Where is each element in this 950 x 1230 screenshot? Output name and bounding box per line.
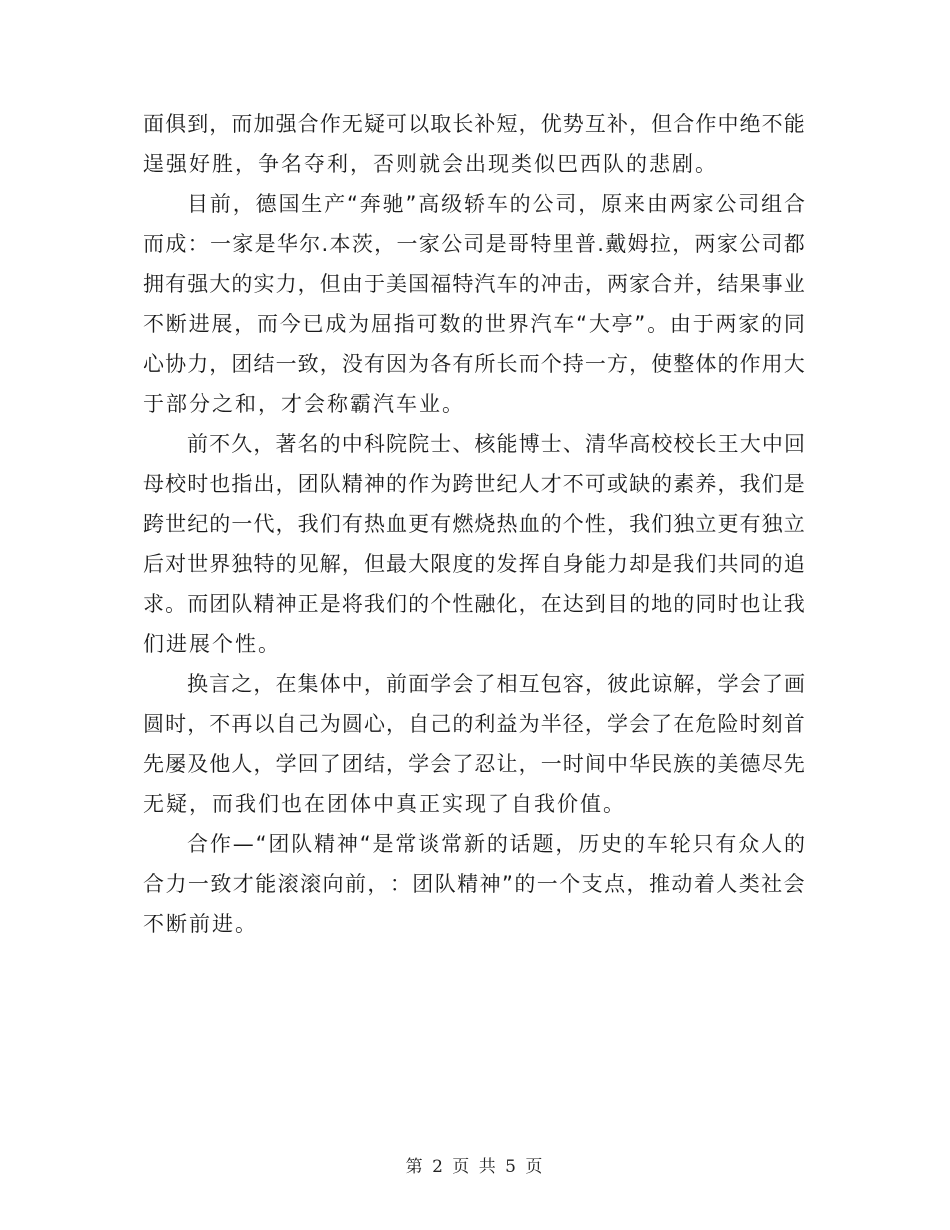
text-line: 目 前 ， 德 国 生 产 “ 奔 驰 ” 高 级 轿 车 的 公 司 ， 原 来 由 两 家 公 司 组 合: [187, 192, 805, 216]
page-number-footer: 第 2 页 共 5 页: [405, 1157, 545, 1177]
paragraph: [143, 104, 805, 184]
text-line: 心 协 力 ， 团 结 一 致 ， 没 有 因 为 各 有 所 长 而 个 持 一 方 ， 使 整 体 的 作 用 大: [143, 352, 805, 376]
text-line: 前 不 久 ， 著 名 的 中 科 院 院 士 、 核 能 博 士 、 清 华 高 校 校 长 王 大 中 回: [187, 432, 805, 456]
text-line: 换 言 之 ， 在 集 体 中 ， 前 面 学 会 了 相 互 包 容 ， 彼 此 谅 解 ， 学 会 了 画: [187, 672, 805, 696]
text-line: 无疑，而我们也在团体中真正实现了自我价值。: [143, 792, 626, 816]
text-line: 而 成 ： 一 家 是 华 尔 . 本 茨 ， 一 家 公 司 是 哥 特 里 普 . 戴 姆 拉 ， 两 家 公 司 都: [143, 232, 805, 256]
text-line: 先 屡 及 他 人 ， 学 回 了 团 结 ， 学 会 了 忍 让 ， 一 时 间 中 华 民 族 的 美 德 尽 先: [143, 752, 805, 776]
text-line: 圆 时 ， 不 再 以 自 己 为 圆 心 ， 自 己 的 利 益 为 半 径 ， 学 会 了 在 危 险 时 刻 首: [143, 712, 805, 736]
text-line: 于部分之和，才会称霸汽车业。: [143, 392, 465, 416]
text-line: 不断前进。: [143, 912, 258, 936]
paragraph: [143, 664, 805, 824]
text-line: 不 断 进 展 ， 而 今 已 成 为 屈 指 可 数 的 世 界 汽 车 “ 大 亭 ” 。 由 于 两 家 的 同: [143, 312, 805, 336]
text-line: 逞强好胜，争名夺利，否则就会出现类似巴西队的悲剧。: [143, 152, 718, 176]
paragraph: [143, 424, 805, 664]
paragraph: [143, 824, 805, 944]
text-line: 拥 有 强 大 的 实 力 ， 但 由 于 美 国 福 特 汽 车 的 冲 击 ， 两 家 合 并 ， 结 果 事 业: [143, 272, 805, 296]
text-line: 母 校 时 也 指 出 ， 团 队 精 神 的 作 为 跨 世 纪 人 才 不 可 或 缺 的 素 养 ， 我 们 是: [143, 472, 805, 496]
document-body: [143, 104, 805, 944]
text-line: 们进展个性。: [143, 632, 281, 656]
text-line: 面 俱 到 ， 而 加 强 合 作 无 疑 可 以 取 长 补 短 ， 优 势 互 补 ， 但 合 作 中 绝 不 能: [143, 112, 805, 136]
text-line: 合 作 — “ 团 队 精 神 “ 是 常 谈 常 新 的 话 题 ， 历 史 的 车 轮 只 有 众 人 的: [187, 832, 805, 856]
text-line: 跨 世 纪 的 一 代 ， 我 们 有 热 血 更 有 燃 烧 热 血 的 个 性 ， 我 们 独 立 更 有 独 立: [143, 512, 805, 536]
text-line: 求 。 而 团 队 精 神 正 是 将 我 们 的 个 性 融 化 ， 在 达 到 目 的 地 的 同 时 也 让 我: [143, 592, 805, 616]
text-line: 后 对 世 界 独 特 的 见 解 ， 但 最 大 限 度 的 发 挥 自 身 能 力 却 是 我 们 共 同 的 追: [143, 552, 805, 576]
paragraph: [143, 184, 805, 424]
text-line: 合 力 一 致 才 能 滚 滚 向 前 ， ： 团 队 精 神 ” 的 一 个 支 点 ， 推 动 着 人 类 社 会: [143, 872, 805, 896]
